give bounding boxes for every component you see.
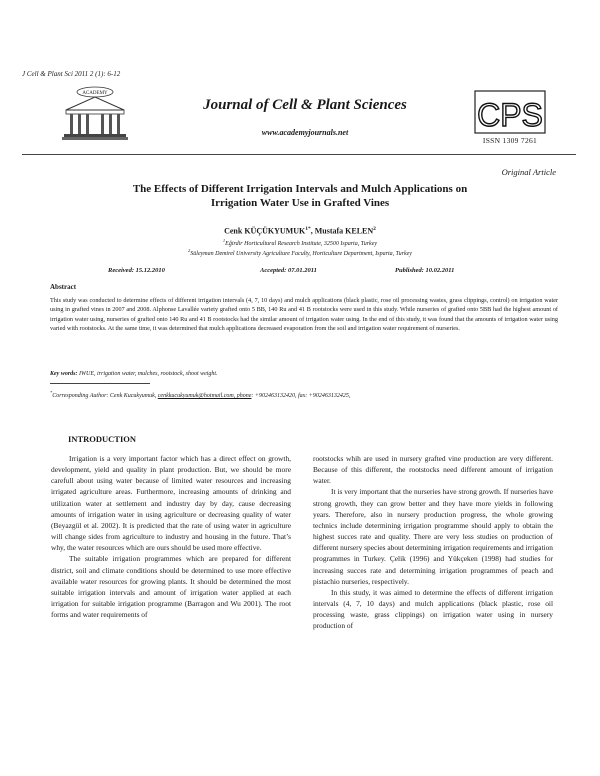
keywords (50, 371, 558, 377)
journal-title: Journal of Cell & Plant Sciences (203, 97, 407, 113)
cps-logo-icon (474, 90, 546, 134)
header-divider (22, 154, 576, 155)
affil1-text: Eğirdir Horticultural Research Institute, 32500 Isparta, Turkey (225, 241, 378, 247)
received-date: Received: 15.12.2010 (108, 267, 165, 274)
intro-column-right (313, 453, 553, 632)
author2-name: , Mustafa KELEN (310, 226, 374, 236)
keywords-label: Key words: (50, 371, 78, 377)
corresp-suffix: : +902463132420, fax: +902463132425, (251, 393, 351, 399)
published-date: Published: 10.02.2011 (395, 267, 455, 274)
logo-right-text: CPS (477, 97, 543, 133)
affil2-text: Süleyman Demirel University Agriculture Faculty, Horticulture Department, Isparta, Turkey (190, 251, 412, 257)
corresp-sup: * (50, 390, 53, 395)
authors (60, 226, 540, 236)
intro-column-left (51, 453, 291, 620)
temple-icon (60, 84, 130, 146)
affiliation-1 (60, 238, 540, 247)
affil1-sup: 1 (222, 238, 226, 243)
affil2-sup: 2 (188, 248, 191, 253)
keywords-list: IWUE, irrigation water, mulches, rootstock, shoot weight. (77, 371, 218, 377)
author2-sup: 2 (373, 226, 376, 232)
author1-name: Cenk KÜÇÜKYUMUK (224, 226, 306, 236)
article-type: Original Article (501, 167, 556, 177)
intro-paragraph: In this study, it was aimed to determine the effects of different irrigation intervals (4, 7, 10 days) and mulch applications (black plastic, rose oil processing waste, grass clippings) on irrigation water using in nursery production of (313, 587, 553, 631)
article-title-line2: Irrigation Water Use in Grafted Vines (210, 197, 390, 209)
corresponding-author (50, 390, 558, 399)
accepted-date: Accepted: 07.01.2011 (260, 267, 317, 274)
logo-left-text: ACADEMY (82, 91, 108, 96)
intro-paragraph: It is very important that the nurseries have strong growth. If nurseries have strong growth, they can grow better and they have more yields in following years. Therefore, also in nursery production progress, the whole growing technics include determining irrigation programme should apply to obtain the highest succes rate and quality. There are very less studies on production of different nursery species about determining irrigation requirements and irrigation programmes in Turkey. Çelik (1996) and Yükçeken (1998) had studies for increasing succes rate and determining irrigation programmes of peach and pistachio nurseries, respectively. (313, 487, 553, 586)
intro-paragraph: The suitable irrigation programmes which are prepared for different district, soil and climate conditions should be determined to use more effective available water resources for growing plants. It should be determined the most suitable irrigation intervals and amount of irrigation water applied at each irrigation for suitable irrigation programme (Barragon and Wu 2001). The root forms and water requirements of (51, 554, 291, 620)
academy-logo (60, 84, 130, 146)
cps-logo (472, 90, 548, 148)
corresp-email-link[interactable]: cenkkucukyumuk@hotmail.com, phone (157, 393, 252, 399)
article-title (60, 182, 540, 210)
footnote-divider (50, 383, 150, 384)
corresp-prefix: Corresponding Author: Cenk Kucukyumuk, (52, 393, 158, 399)
intro-paragraph: Irrigation is a very important factor which has a direct effect on growth, development, yield and quality in plant production. But, we should be more carefull about using water because of limited water resources and increasing irrigated agriculture areas. Furthermore, increasing amounts of drinking and utilization water at settlement and industry day by day, cause decreasing amounts of irrigation water in using agriculture or decreasing quality of water (Beyazgül et al. 2002). It is predicted that the rate of using water in agriculture will change sides from agriculture to industry and housing in the future. That’s why, the water resources which are ours should be used more effective. (51, 454, 291, 553)
abstract-text: This study was conducted to determine effects of different irrigation intervals (4, 7, 10 days) and mulch applications (black plastic, rose oil processing wastes, grass clippings, control) on irrigation water using in grafted vines in 2007 and 2008. Alphonse Lavallée variety grafted onto 5 BB, 140 Ru and 41 B rootstocks were used in this study. While nurseries of grafted onto 5BB had the highest amount of irrigation water using, nurseries of grafted onto 140 Ru and 41 B rootstocks had the similar amount of irrigation water using. In the end of this study, it was found that the amounts of irrigation water using varied with rootstocks. At the same time, it was determined that mulch applications decreased evaporation from the soil and irrigation water requirement of nurseries. (50, 297, 558, 333)
author1-sup: 1* (305, 226, 311, 232)
issn: ISSN 1309 7261 (482, 136, 538, 145)
introduction-heading: INTRODUCTION (68, 434, 137, 444)
abstract-heading: Abstract (50, 283, 77, 291)
journal-citation: J Cell & Plant Sci 2011 2 (1): 6-12 (22, 70, 121, 78)
affiliation-2 (60, 248, 540, 257)
journal-url[interactable]: www.academyjournals.net (261, 128, 349, 137)
intro-paragraph: rootstocks whih are used in nursery grafted vine production are very different. Because of this different, the rootstocks need different amount of irrigation water. (313, 454, 553, 486)
article-title-line1: The Effects of Different Irrigation Intervals and Mulch Applications on (132, 183, 468, 195)
